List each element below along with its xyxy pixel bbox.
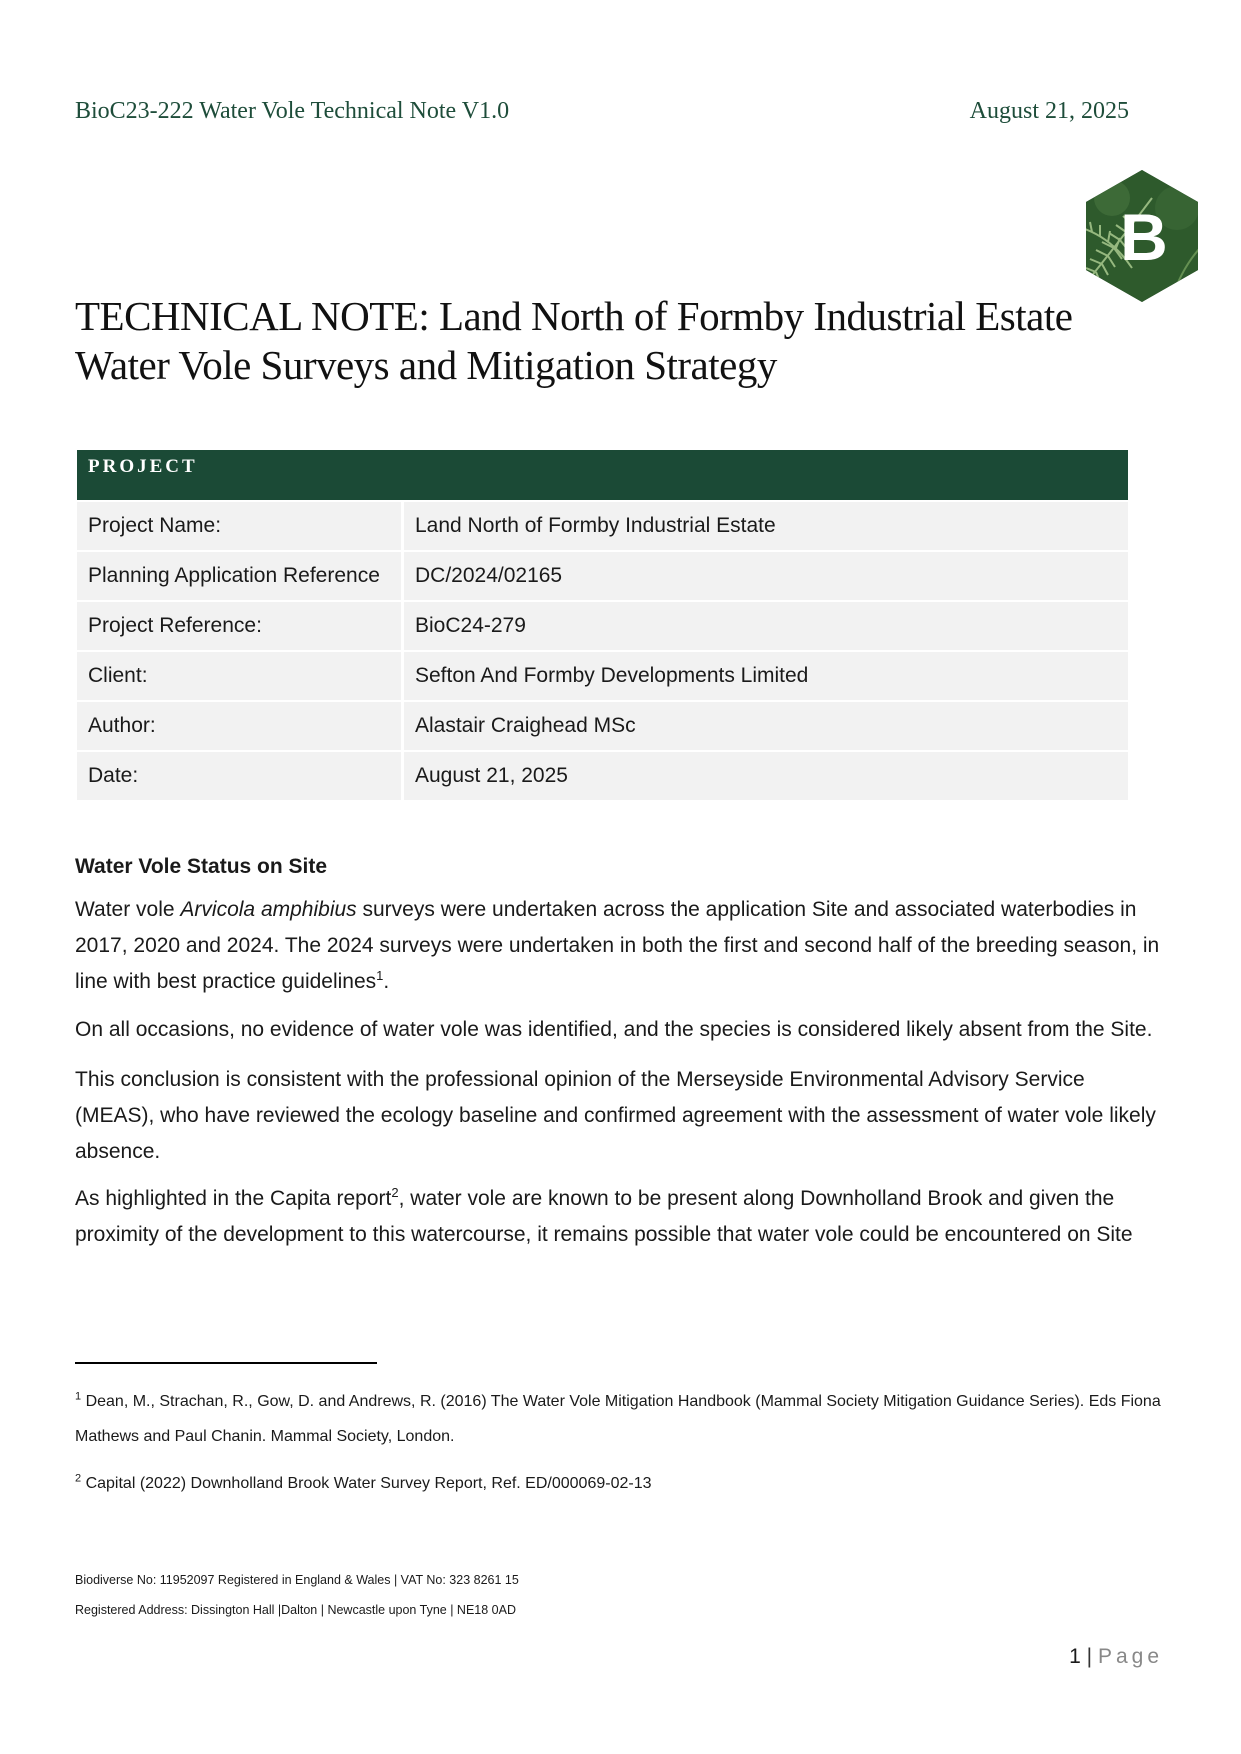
- p4-body: , water vole are known to be present along Downholland Brook and given the proximity of the development to this watercourse, it remains possible that water vole could be encountered on Site: [75, 1187, 1133, 1246]
- table-row: [77, 500, 1128, 550]
- p1-end: .: [383, 970, 390, 993]
- biodiverse-logo: [1082, 168, 1202, 304]
- row-label: Project Reference:: [77, 600, 404, 650]
- table-row: [77, 650, 1128, 700]
- row-value: Land North of Formby Industrial Estate: [404, 500, 1128, 550]
- page-word: Page: [1097, 1645, 1163, 1668]
- row-value: Sefton And Formby Developments Limited: [404, 650, 1128, 700]
- page-number: [1069, 1645, 1163, 1669]
- p4-start: As highlighted in the Capita report: [75, 1187, 392, 1210]
- paragraph-3: This conclusion is consistent with the professional opinion of the Merseyside Environmental Advisory Service (MEAS), who have reviewed the ecology baseline and confirmed agreement with the assessment of water vole likely absence.: [75, 1068, 1156, 1163]
- footer-address: Registered Address: Dissington Hall |Dalton | Newcastle upon Tyne | NE18 0AD: [75, 1603, 516, 1617]
- paragraph-1: [75, 892, 1165, 1000]
- p1-start: Water vole: [75, 898, 181, 921]
- footnote-ref-1[interactable]: 1: [376, 968, 384, 983]
- project-table-heading: PROJECT: [88, 456, 198, 477]
- row-label: Client:: [77, 650, 404, 700]
- table-row: [77, 600, 1128, 650]
- row-label: Planning Application Reference: [77, 550, 404, 600]
- footnote-text: Dean, M., Strachan, R., Gow, D. and Andrews, R. (2016) The Water Vole Mitigation Handbook (Mammal Society Mitigation Guidance Series). Eds Fiona Mathews and Paul Chanin. Mammal Society, London.: [75, 1393, 1161, 1445]
- project-table-header: [77, 450, 1128, 500]
- row-label: Author:: [77, 700, 404, 750]
- row-label: Project Name:: [77, 500, 404, 550]
- document-reference: BioC23-222 Water Vole Technical Note V1.0: [75, 98, 510, 124]
- table-row: [77, 750, 1128, 800]
- page-number-value: 1: [1069, 1645, 1081, 1668]
- header-date: August 21, 2025: [969, 98, 1129, 124]
- p1-body: surveys were undertaken across the application Site and associated waterbodies in 2017, 2020 and 2024. The 2024 surveys were undertaken in both the first and second half of the breeding season, in line with best practice guidelines: [75, 898, 1160, 993]
- row-label: Date:: [77, 750, 404, 800]
- footnote-1: [75, 1384, 1175, 1454]
- row-value: DC/2024/02165: [404, 550, 1128, 600]
- table-row: [77, 550, 1128, 600]
- page-title: [75, 292, 1155, 390]
- footnote-2: [75, 1466, 1175, 1501]
- footnote-number: 2: [75, 1472, 82, 1485]
- footnote-divider: [75, 1362, 377, 1364]
- row-value: Alastair Craighead MSc: [404, 700, 1128, 750]
- page-separator: |: [1080, 1645, 1098, 1668]
- paragraph-2: On all occasions, no evidence of water vole was identified, and the species is considered likely absent from the Site.: [75, 1018, 1153, 1041]
- species-name: Arvicola amphibius: [180, 898, 357, 921]
- footer-registration: Biodiverse No: 11952097 Registered in England & Wales | VAT No: 323 8261 15: [75, 1573, 519, 1587]
- table-row: [77, 700, 1128, 750]
- section-heading: Water Vole Status on Site: [75, 855, 328, 878]
- title-line-2: Water Vole Surveys and Mitigation Strategy: [75, 342, 777, 388]
- logo-letter: B: [1120, 200, 1168, 274]
- row-value: BioC24-279: [404, 600, 1128, 650]
- paragraph-4: [75, 1181, 1165, 1253]
- project-table: [77, 450, 1128, 800]
- footnote-number: 1: [75, 1390, 82, 1403]
- title-line-1: TECHNICAL NOTE: Land North of Formby Industrial Estate: [75, 293, 1073, 339]
- footnote-ref-2[interactable]: 2: [391, 1185, 399, 1200]
- footnote-text: Capital (2022) Downholland Brook Water Survey Report, Ref. ED/000069-02-13: [81, 1475, 652, 1492]
- row-value: August 21, 2025: [404, 750, 1128, 800]
